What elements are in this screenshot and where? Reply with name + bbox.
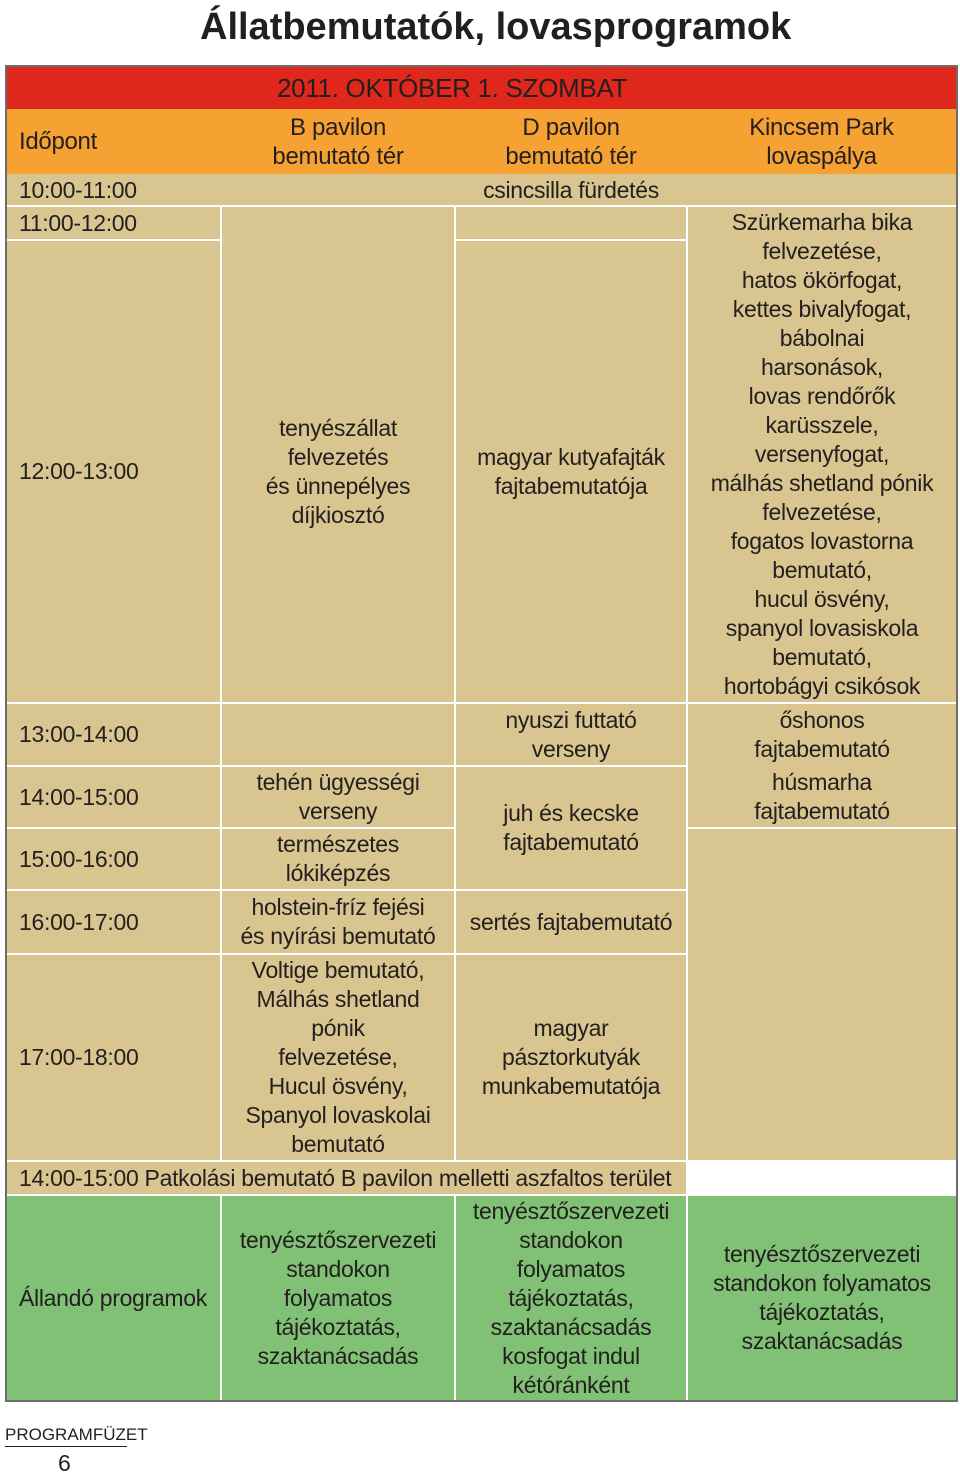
event-line: kosfogat indul bbox=[502, 1342, 640, 1369]
event-line: juh és kecske bbox=[503, 800, 639, 826]
event-line: tájékoztatás, bbox=[508, 1284, 634, 1311]
event-line: fajtabemutató bbox=[754, 798, 890, 824]
event-line: felvezetése, bbox=[278, 1044, 398, 1070]
event-line: hatos ökörfogat, bbox=[741, 267, 903, 293]
time-slot-text: 16:00-17:00 bbox=[19, 908, 139, 935]
event-line: folyamatos bbox=[283, 1284, 393, 1311]
b-pavilon-header-line2: bemutató tér bbox=[272, 142, 404, 170]
time-slot-text: 14:00-15:00 bbox=[19, 783, 139, 810]
event-line: Málhás shetland bbox=[256, 986, 420, 1012]
event-line: szaktanácsadás bbox=[490, 1313, 652, 1340]
event-line: munkabemutatója bbox=[481, 1073, 661, 1099]
time-slot-text: 12:00-13:00 bbox=[19, 458, 139, 484]
event-line: és nyírási bemutató bbox=[240, 923, 436, 949]
event-line: standokon bbox=[519, 1226, 623, 1253]
event-line: pásztorkutyák bbox=[502, 1044, 640, 1070]
event-line: tenyésztőszervezeti bbox=[472, 1197, 670, 1224]
event-line: szaktanácsadás bbox=[257, 1342, 419, 1369]
kincsem-header-line2: lovaspálya bbox=[766, 142, 877, 170]
event-line: fajtabemutató bbox=[503, 829, 639, 855]
b-pavilon-header-line1: B pavilon bbox=[289, 113, 387, 141]
event-line: versenyfogat, bbox=[754, 441, 890, 467]
event-line: és ünnepélyes bbox=[265, 472, 411, 499]
event-line: felvezetés bbox=[287, 443, 389, 470]
event-line: holstein-fríz fejési bbox=[251, 894, 425, 920]
date-text: 2011. OKTÓBER 1. SZOMBAT bbox=[277, 72, 628, 103]
time-column-header-text: Időpont bbox=[19, 128, 97, 155]
event-line: őshonos bbox=[779, 706, 865, 733]
event-line: verseny bbox=[298, 798, 378, 824]
event-line: díjkiosztó bbox=[291, 501, 385, 528]
event-line: kétóránként bbox=[512, 1371, 630, 1398]
event-line: kettes bivalyfogat, bbox=[732, 296, 912, 322]
event-line: magyar bbox=[533, 1015, 609, 1041]
event-line: harsonások, bbox=[761, 354, 883, 380]
event-line: fogatos lovastorna bbox=[730, 528, 914, 554]
table-border bbox=[5, 65, 958, 1402]
permanent-label-text: Állandó programok bbox=[19, 1284, 207, 1311]
footer-divider bbox=[5, 1446, 127, 1447]
event-line: standokon bbox=[286, 1255, 390, 1282]
time-slot-text: 17:00-18:00 bbox=[19, 1044, 139, 1070]
event-line: lovas rendőrők bbox=[748, 383, 896, 409]
event-line: tájékoztatás, bbox=[275, 1313, 401, 1340]
event-line: Voltige bemutató, bbox=[251, 957, 425, 983]
event-line: Szürkemarha bika bbox=[731, 209, 913, 235]
event-line: magyar kutyafajták bbox=[477, 443, 665, 470]
event-line: spanyol lovasiskola bbox=[725, 615, 919, 641]
event-line: nyuszi futtató bbox=[505, 706, 637, 733]
event-line: verseny bbox=[531, 735, 611, 762]
event-line: felvezetése, bbox=[762, 238, 882, 264]
event-line: húsmarha bbox=[772, 769, 872, 795]
event-text: csincsilla fürdetés bbox=[483, 176, 659, 203]
time-slot-text: 11:00-12:00 bbox=[19, 209, 137, 236]
event-line: hortobágyi csikósok bbox=[723, 673, 921, 699]
d-pavilon-header-line1: D pavilon bbox=[522, 113, 620, 141]
time-slot-text: 15:00-16:00 bbox=[19, 845, 139, 872]
event-text: sertés fajtabemutató bbox=[469, 908, 673, 935]
event-line: standokon folyamatos bbox=[713, 1270, 931, 1296]
page-title: Állatbemutatók, lovasprogramok bbox=[200, 6, 792, 48]
event-line: folyamatos bbox=[516, 1255, 626, 1282]
event-line: természetes bbox=[277, 831, 399, 857]
d-pavilon-header-line2: bemutató tér bbox=[505, 142, 637, 170]
event-line: bábolnai bbox=[779, 325, 865, 351]
event-line: bemutató, bbox=[772, 557, 872, 583]
event-line: fajtabemutató bbox=[754, 735, 890, 762]
kincsem-header-line1: Kincsem Park bbox=[749, 113, 894, 141]
event-line: tájékoztatás, bbox=[759, 1299, 885, 1325]
event-line: lókiképzés bbox=[285, 860, 391, 886]
event-line: tenyésztőszervezeti bbox=[239, 1226, 437, 1253]
event-line: bemutató, bbox=[772, 644, 872, 670]
event-line: tenyészállat bbox=[279, 414, 397, 441]
event-line: szaktanácsadás bbox=[741, 1328, 903, 1354]
time-slot-text: 13:00-14:00 bbox=[19, 721, 139, 747]
event-line: pónik bbox=[311, 1015, 365, 1041]
event-line: tehén ügyességi bbox=[256, 769, 420, 795]
event-line: fajtabemutatója bbox=[494, 472, 648, 499]
footer-label: PROGRAMFÜZET bbox=[5, 1425, 148, 1444]
event-line: tenyésztőszervezeti bbox=[723, 1241, 921, 1267]
event-line: Spanyol lovaskolai bbox=[245, 1102, 431, 1128]
event-line: felvezetése, bbox=[762, 499, 882, 525]
event-line: hucul ösvény, bbox=[754, 586, 890, 612]
event-text: 14:00-15:00 Patkolási bemutató B pavilon melletti aszfaltos terület bbox=[19, 1164, 672, 1191]
event-line: málhás shetland pónik bbox=[710, 470, 934, 496]
event-line: karüsszele, bbox=[765, 412, 879, 438]
page-number: 6 bbox=[58, 1450, 71, 1476]
event-line: Hucul ösvény, bbox=[268, 1073, 408, 1099]
event-line: bemutató bbox=[291, 1131, 385, 1157]
time-slot-text: 10:00-11:00 bbox=[19, 176, 137, 203]
